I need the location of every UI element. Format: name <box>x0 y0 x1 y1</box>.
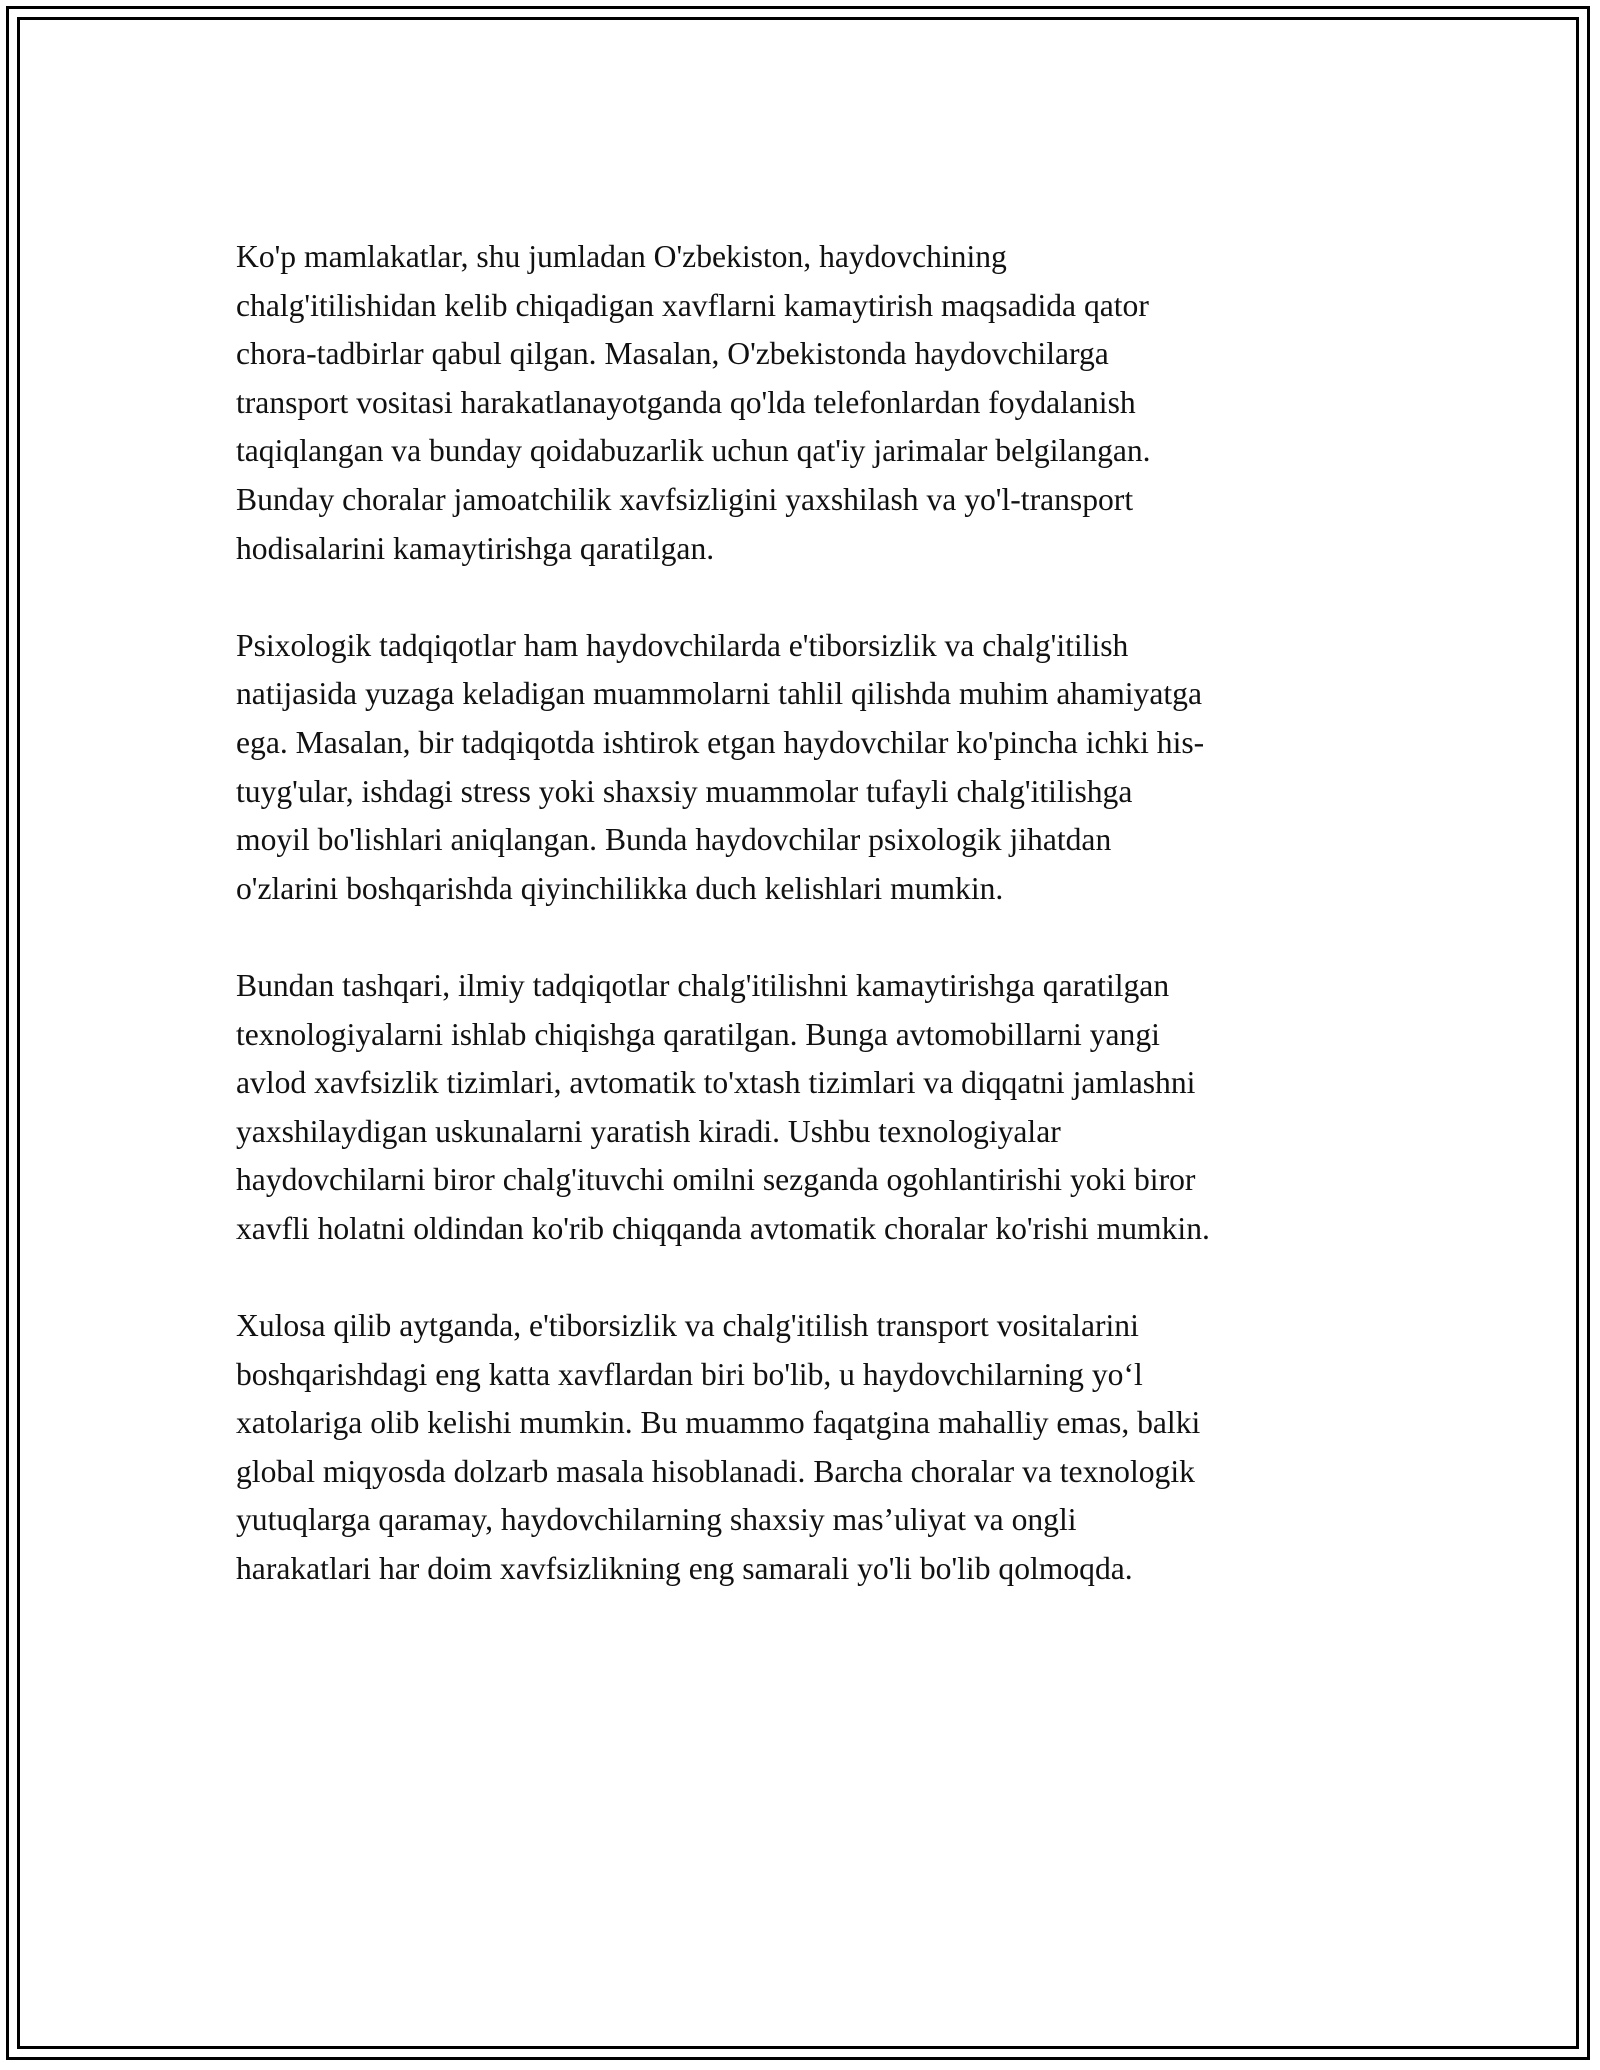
document-body <box>236 233 1376 1642</box>
paragraph-3: Bundan tashqari, ilmiy tadqiqotlar chalg'itilishni kamaytirishga qaratilgan texnologiyalarni ishlab chiqishga qaratilgan. Bunga avtomobillarni yangi avlod xavfsizlik tizimlari, avtomatik to'xtash tizimlari va diqqatni jamlashni yaxshilaydigan uskunalarni yaratish kiradi. Ushbu texnologiyalar haydovchilarni biror chalg'ituvchi omilni sezganda ogohlantirishi yoki biror xavfli holatni oldindan ko'rib chiqqanda avtomatik choralar ko'rishi mumkin. <box>236 967 1210 1246</box>
paragraph-1: Ko'p mamlakatlar, shu jumladan O'zbekiston, haydovchining chalg'itilishidan kelib chiqadigan xavflarni kamaytirish maqsadida qator chora-tadbirlar qabul qilgan. Masalan, O'zbekistonda haydovchilarga transport vositasi harakatlanayotganda qo'lda telefonlardan foydalanish taqiqlangan va bunday qoidabuzarlik uchun qat'iy jarimalar belgilangan. Bunday choralar jamoatchilik xavfsizligini yaxshilash va yo'l-transport hodisalarini kamaytirishga qaratilgan. <box>236 239 1151 566</box>
paragraph-4: Xulosa qilib aytganda, e'tiborsizlik va chalg'itilish transport vositalarini boshqarishdagi eng katta xavflardan biri bo'lib, u haydovchilarning yo‘l xatolariga olib kelishi mumkin. Bu muammo faqatgina mahalliy emas, balki global miqyosda dolzarb masala hisoblanadi. Barcha choralar va texnologik yutuqlarga qaramay, haydovchilarning shaxsiy mas’uliyat va ongli harakatlari har doim xavfsizlikning eng samarali yo'li bo'lib qolmoqda. <box>236 1308 1201 1587</box>
paragraph-2: Psixologik tadqiqotlar ham haydovchilarda e'tiborsizlik va chalg'itilish natijasida yuzaga keladigan muammolarni tahlil qilishda muhim ahamiyatga ega. Masalan, bir tadqiqotda ishtirok etgan haydovchilar ko'pincha ichki his- tuyg'ular, ishdagi stress yoki shaxsiy muammolar tufayli chalg'itilishga moyil bo'lishlari aniqlangan. Bunda haydovchilar psixologik jihatdan o'zlarini boshqarishda qiyinchilikka duch kelishlari mumkin. <box>236 627 1205 906</box>
